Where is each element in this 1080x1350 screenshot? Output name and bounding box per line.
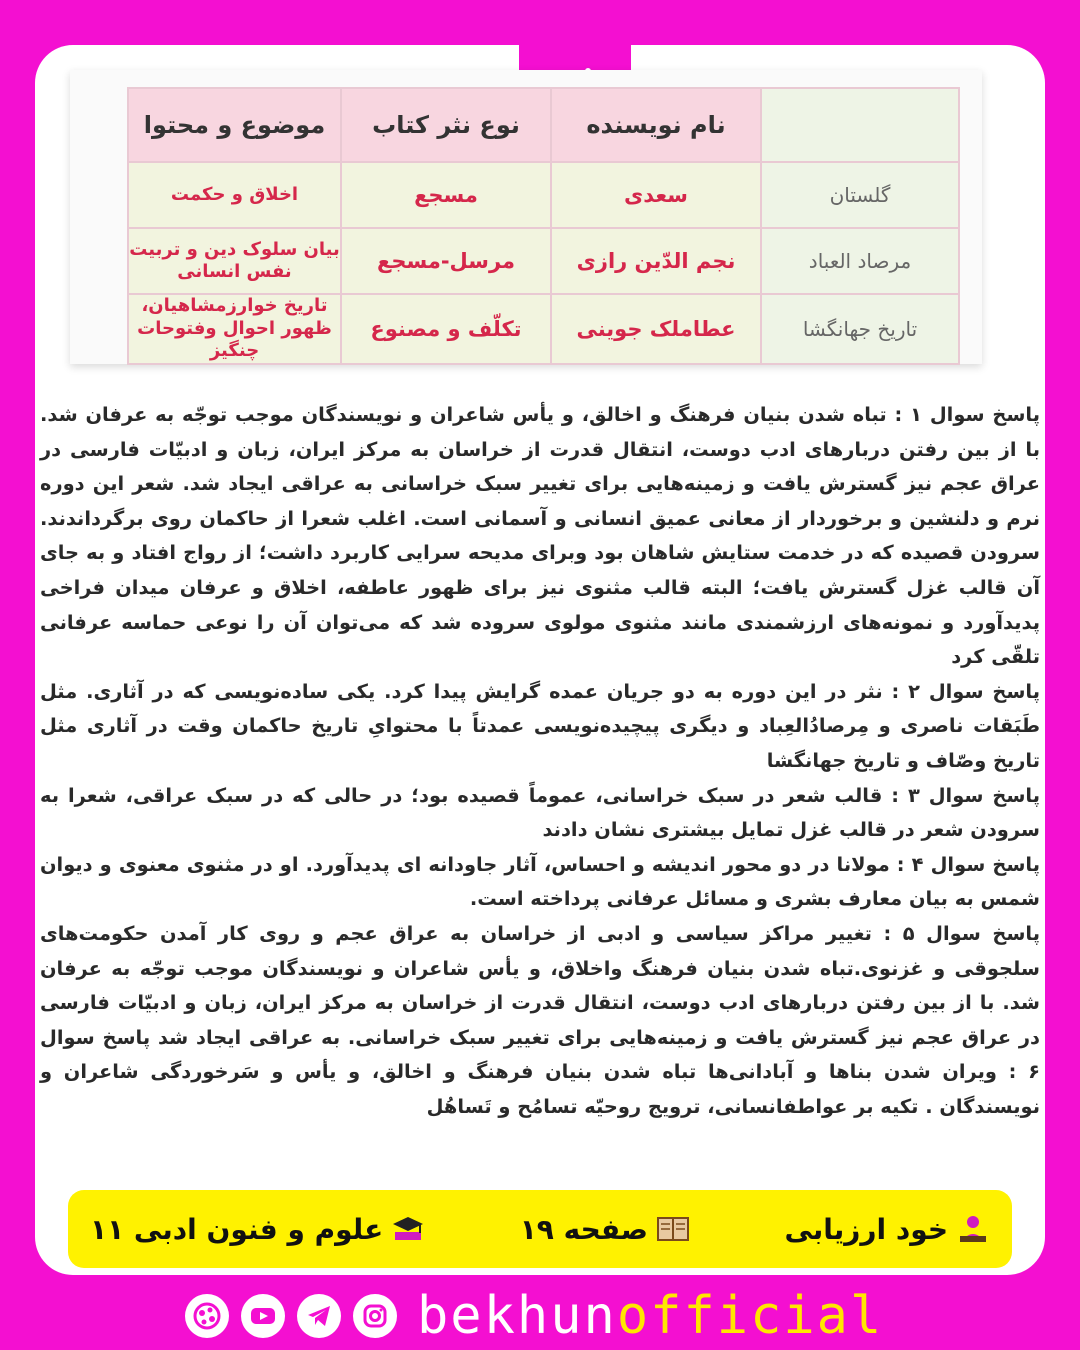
answer-paragraph: پاسخ سوال ۱ : تباه شدن بنیان فرهنگ و اخالق، و یأس شاعران و نویسندگان موجب توجّه به عرفان شد. با از بین رفتن دربارهای ادب دوست، انتقال قدرت از خراسان به مرکز ایران، زبان و ادبیّات فارسی در عراق عجم نیز گسترش یافت و زمینه‌هایی برای تغییر سبک خراسانی به عراقی ایجاد شد. شعر این دوره نرم و دلنشین و برخوردار از معانی عمیق انسانی و آسمانی است. اغلب شعرا از حاکمان روی برگرداندند. سرودن قصیده که در خدمت ستایش شاهان بود وبرای مدیحه سرایی کاربرد داشت؛ از رواج افتاد و به جای آن قالب غزل گسترش یافت؛ البته قالب مثنوی نیز برای ظهور عاطفه، اخلاق و عرفان میدان فراخی پدیدآورد و نمونه‌های ارزشمندی مانند مثنوی مولوی سروده شد که می‌توان آن را نوعی حماسه عرفانی تلقّی کرد: [40, 403, 1040, 669]
literature-table-image: [70, 70, 982, 364]
author-cell: سعدی: [551, 162, 761, 228]
table-header-cell: نوع نثر کتاب: [341, 88, 551, 162]
table-row: [128, 162, 959, 228]
page-label: [520, 1212, 690, 1246]
author-cell: عطاملک جوینی: [551, 294, 761, 364]
youtube-icon[interactable]: [241, 1294, 285, 1338]
prose-type-cell: مسجع: [341, 162, 551, 228]
page-text: صفحه ۱۹: [519, 1212, 648, 1246]
social-strip: [185, 1286, 905, 1346]
book-title-cell: گلستان: [761, 162, 959, 228]
self-assessment-text: خود ارزیابی: [784, 1212, 948, 1246]
table-header-cell: [761, 88, 959, 162]
answer-paragraph: پاسخ سوال ۴ : مولانا در دو محور اندیشه و احساس، آثار جاودانه ای پدیدآورد. او در مثنوی معنوی و دیوان شمس به بیان معارف بشری و مسائل عرفانی پرداخته است.: [40, 852, 1040, 911]
topic-cell: اخلاق و حکمت: [128, 162, 341, 228]
table-header-row: [128, 88, 959, 162]
book-title-cell: تاریخ جهانگشا: [761, 294, 959, 364]
table-row: [128, 294, 959, 364]
author-cell: نجم الدّین رازی: [551, 228, 761, 294]
topic-cell: بیان سلوک دین و تربیت نفس انسانی: [128, 228, 341, 294]
brand-part-1: bekhun: [417, 1286, 617, 1346]
table-header-cell: موضوع و محتوا: [128, 88, 341, 162]
answers-text: [40, 398, 1040, 1124]
aparat-icon[interactable]: [185, 1294, 229, 1338]
brand-part-2: official: [616, 1286, 884, 1346]
subject-label: [90, 1212, 425, 1246]
self-assessment-label: [784, 1212, 990, 1246]
subject-text: علوم و فنون ادبی ۱۱: [90, 1212, 384, 1246]
open-book-icon: [656, 1212, 690, 1246]
answer-paragraph: پاسخ سوال ۵ : تغییر مراکز سیاسی و ادبی از خراسان به عراق عجم و روی کار آمدن حکومت‌های سلجوقی و غزنوی.تباه شدن بنیان فرهنگ واخلاق، و یأس شاعران و نویسندگان موجب توجّه به عرفان شد. با از بین رفتن دربارهای ادب دوست، انتقال قدرت از خراسان به مرکز ایران، زبان و ادبیّات فارسی در عراق عجم نیز گسترش یافت و زمینه‌هایی برای تغییر سبک خراسانی. به عراقی ایجاد شد پاسخ سوال ۶ : ویران شدن بناها و آبادانی‌ها تباه شدن بنیان فرهنگ و اخالق، و یأس و سَرخوردگی شاعران و نویسندگان . تکیه بر عواطفانسانی، ترویج روحیّه تسامُح و تَساهُل: [40, 921, 1040, 1118]
prose-type-cell: تکلّف و مصنوع: [341, 294, 551, 364]
table-header-cell: نام نویسنده: [551, 88, 761, 162]
graduation-cap-icon: [391, 1212, 425, 1246]
literature-table: [127, 87, 960, 365]
prose-type-cell: مرسل-مسجع: [341, 228, 551, 294]
topic-cell: تاریخ خوارزمشاهیان، ظهور احوال وفتوحات چنگیز: [128, 294, 341, 364]
table-row: [128, 228, 959, 294]
instagram-icon[interactable]: [353, 1294, 397, 1338]
book-title-cell: مرصاد العباد: [761, 228, 959, 294]
footer-bar: [68, 1190, 1012, 1268]
brand-name: [417, 1286, 883, 1346]
telegram-icon[interactable]: [297, 1294, 341, 1338]
teacher-icon: [956, 1212, 990, 1246]
answer-paragraph: پاسخ سوال ۲ : نثر در این دوره به دو جریان عمده گرایش پیدا کرد. یکی ساده‌نویسی که در آثاری. مثل طَبَقات ناصری و مِرصادُالعِباد و دیگری پیچیده‌نویسی عمدتاً با محتوایِ تاریخ حاکمان وقت در آثاری مثل تاریخ وصّاف و تاریخ جهانگشا: [40, 679, 1040, 772]
answer-paragraph: پاسخ سوال ۳ : قالب شعر در سبک خراسانی، عموماً قصیده بود؛ در حالی که در سبک عراقی، شعرا به سرودن شعر در قالب غزل تمایل بیشتری نشان دادند: [40, 783, 1040, 842]
